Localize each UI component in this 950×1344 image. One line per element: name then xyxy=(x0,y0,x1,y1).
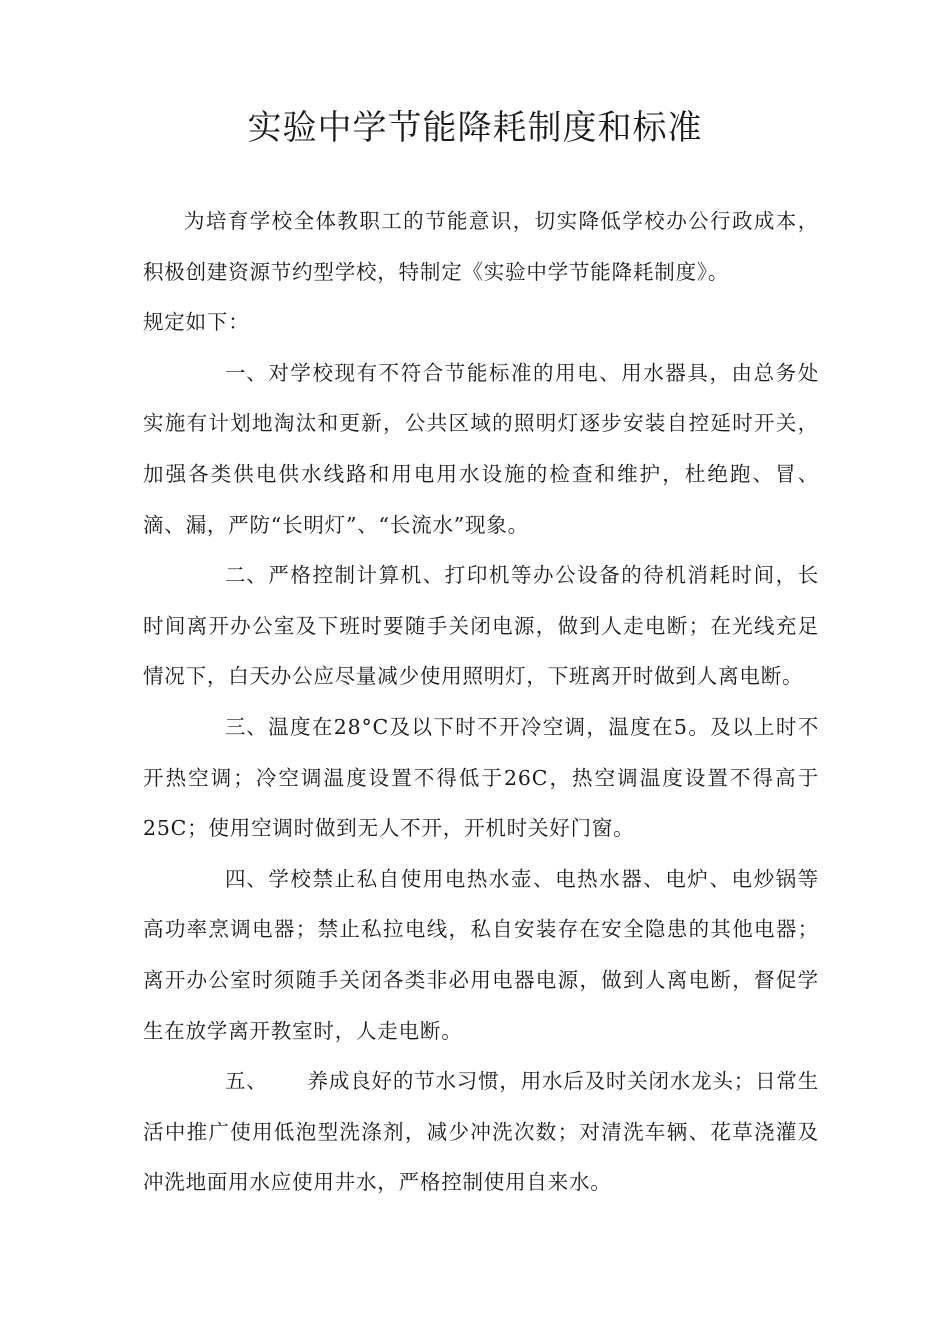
rule-item-1 xyxy=(143,348,819,550)
rule-item-5 xyxy=(143,1056,819,1208)
rule-item-2 xyxy=(143,550,819,702)
rule-number: 四、 xyxy=(225,866,268,891)
rule-item-3 xyxy=(143,702,819,854)
rule-text: 养成良好的节水习惯，用水后及时关闭水龙头；日常生活中推广使用低泡型洗涤剂，减少冲洗次数；对清洗车辆、花草浇灌及冲洗地面用水应使用井水，严格控制使用自来水。 xyxy=(143,1069,819,1195)
rule-number: 一、 xyxy=(225,360,268,385)
intro-tail: 规定如下： xyxy=(143,310,250,335)
rule-item-4 xyxy=(143,854,819,1056)
rule-text: 对学校现有不符合节能标准的用电、用水器具，由总务处实施有计划地淘汰和更新，公共区域的照明灯逐步安装自控延时开关，加强各类供电供水线路和用电用水设施的检查和维护，杜绝跑、冒、滴、漏，严防“长明灯”、“长流水”现象。 xyxy=(143,360,819,537)
rule-number: 二、 xyxy=(225,563,268,588)
rule-number: 三、 xyxy=(225,714,268,739)
document-body xyxy=(143,196,819,1208)
rule-number: 五、 xyxy=(225,1069,268,1094)
rule-text: 温度在28°C及以下时不开冷空调，温度在5。及以上时不开热空调；冷空调温度设置不得低于26C，热空调温度设置不得高于25C；使用空调时做到无人不开，开机时关好门窗。 xyxy=(143,714,819,841)
intro-paragraph: 为培育学校全体教职工的节能意识，切实降低学校办公行政成本，积极创建资源节约型学校，特制定《实验中学节能降耗制度》。 xyxy=(143,209,819,284)
rule-text: 学校禁止私自使用电热水壶、电热水器、电炉、电炒锅等高功率烹调电器；禁止私拉电线，私自安装存在安全隐患的其他电器；离开办公室时须随手关闭各类非必用电器电源，做到人离电断，督促学生在放学离开教室时，人走电断。 xyxy=(143,866,819,1043)
rule-text: 严格控制计算机、打印机等办公设备的待机消耗时间，长时间离开办公室及下班时要随手关闭电源，做到人走电断；在光线充足情况下，白天办公应尽量减少使用照明灯，下班离开时做到人离电断。 xyxy=(143,563,819,689)
document-title: 实验中学节能降耗制度和标准 xyxy=(247,108,703,148)
